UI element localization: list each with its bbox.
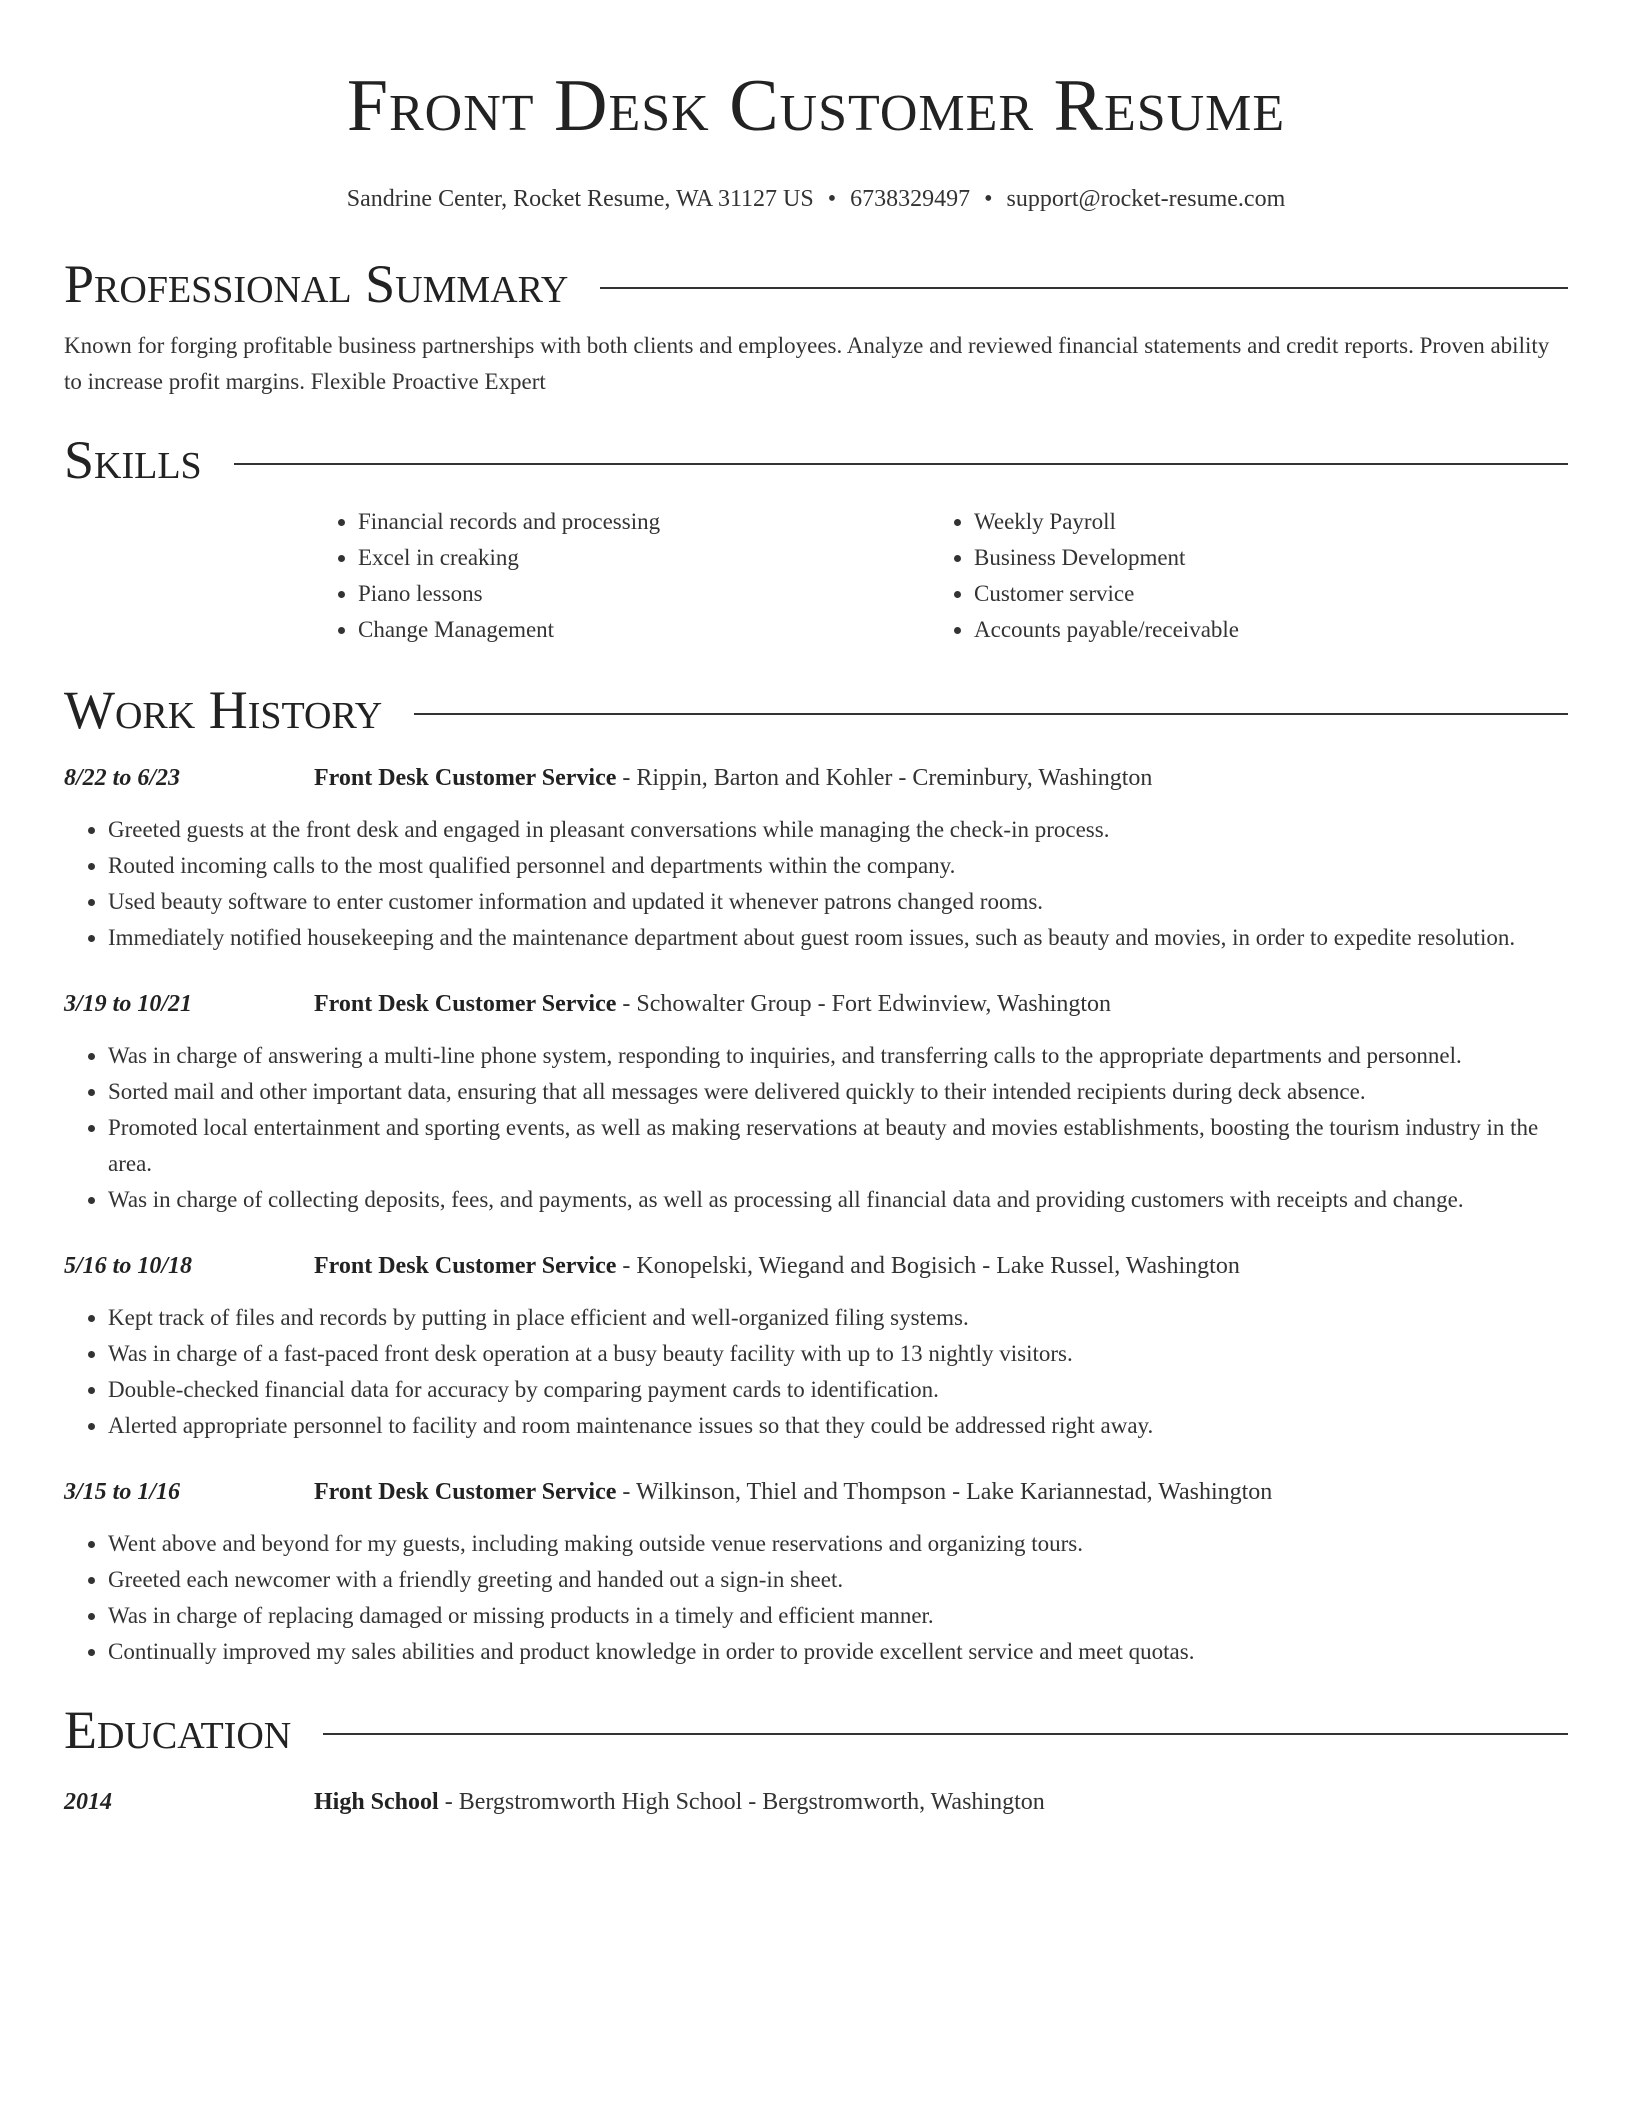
job-bullet: • Greeted guests at the front desk and engaged in pleasant conversations while managing the check-in process. [108, 812, 1568, 848]
job-header [64, 1476, 1568, 1508]
section-header-education [64, 1698, 1568, 1762]
job-bullet: • Greeted each newcomer with a friendly greeting and handed out a sign-in sheet. [108, 1562, 1568, 1598]
section-title-work: Work History [64, 680, 383, 740]
section-header-work [64, 678, 1568, 742]
job-entry [64, 762, 1568, 956]
section-divider [600, 287, 1568, 289]
skill-item: • Customer service [974, 576, 1546, 612]
job-title: Front Desk Customer Service [314, 765, 617, 791]
job-bullet: • Promoted local entertainment and sporting events, as well as making reservations at beauty and movies establishments, boosting the tourism industry in the area. [108, 1110, 1568, 1182]
job-bullet: • Used beauty software to enter customer information and updated it whenever patrons changed rooms. [108, 884, 1568, 920]
job-bullet: • Alerted appropriate personnel to facility and room maintenance issues so that they could be addressed right away. [108, 1408, 1568, 1444]
resume-title: Front Desk Customer Resume [346, 65, 1286, 147]
skill-item: • Business Development [974, 540, 1546, 576]
job-dates: 3/15 to 1/16 [64, 1479, 181, 1505]
job-title: Front Desk Customer Service [314, 1479, 617, 1505]
section-divider [234, 463, 1568, 465]
job-details: - Schowalter Group - Fort Edwinview, Washington [616, 991, 1112, 1017]
job-bullet: • Routed incoming calls to the most qualified personnel and departments within the company. [108, 848, 1568, 884]
contact-line [64, 184, 1568, 214]
education-header [64, 1786, 1568, 1818]
job-bullets [64, 1300, 1568, 1444]
summary-text: Known for forging profitable business partnerships with both clients and employees. Analyze and reviewed financial statements and credit reports. Proven ability to increase profit margins. Flexible Proactive Expert [64, 333, 1550, 394]
education-title-line [314, 1786, 1045, 1818]
job-bullet: • Double-checked financial data for accuracy by comparing payment cards to identification. [108, 1372, 1568, 1408]
section-divider [323, 1733, 1568, 1735]
section-title-education: Education [64, 1700, 292, 1760]
contact-separator: • [984, 186, 993, 212]
education-year: 2014 [64, 1789, 112, 1815]
skill-item: • Financial records and processing [358, 504, 930, 540]
job-bullet: • Continually improved my sales abilities and product knowledge in order to provide excellent service and meet quotas. [108, 1634, 1568, 1670]
job-title-line [314, 1476, 1272, 1508]
job-entry [64, 988, 1568, 1218]
skill-item: • Weekly Payroll [974, 504, 1546, 540]
job-bullet: • Sorted mail and other important data, ensuring that all messages were delivered quickly to their intended recipients during deck absence. [108, 1074, 1568, 1110]
job-header [64, 762, 1568, 794]
contact-phone: 6738329497 [850, 186, 971, 212]
section-title-summary: Professional Summary [64, 254, 569, 314]
skill-item: • Change Management [358, 612, 930, 648]
section-divider [414, 713, 1568, 715]
contact-address: Sandrine Center, Rocket Resume, WA 31127 US [346, 186, 814, 212]
job-bullets [64, 812, 1568, 956]
job-title: Front Desk Customer Service [314, 991, 617, 1017]
job-entry [64, 1476, 1568, 1670]
job-bullet: • Was in charge of replacing damaged or missing products in a timely and efficient manner. [108, 1598, 1568, 1634]
skill-item: • Accounts payable/receivable [974, 612, 1546, 648]
job-title-line [314, 762, 1152, 794]
contact-email: support@rocket-resume.com [1006, 186, 1286, 212]
skill-item: • Excel in creaking [358, 540, 930, 576]
job-bullet: • Was in charge of collecting deposits, fees, and payments, as well as processing all financial data and providing customers with receipts and change. [108, 1182, 1568, 1218]
job-bullet: • Was in charge of a fast-paced front desk operation at a busy beauty facility with up to 13 nightly visitors. [108, 1336, 1568, 1372]
job-bullet: • Was in charge of answering a multi-line phone system, responding to inquiries, and transferring calls to the appropriate departments and personnel. [108, 1038, 1568, 1074]
job-title: Front Desk Customer Service [314, 1253, 617, 1279]
skills-list [314, 504, 1568, 648]
section-header-skills [64, 428, 1568, 492]
job-dates: 5/16 to 10/18 [64, 1253, 193, 1279]
job-bullets [64, 1526, 1568, 1670]
job-dates: 8/22 to 6/23 [64, 765, 181, 791]
job-entry [64, 1250, 1568, 1444]
job-title-line [314, 988, 1111, 1020]
job-bullet: • Immediately notified housekeeping and the maintenance department about guest room issues, such as beauty and movies, in order to expedite resolution. [108, 920, 1568, 956]
education-entry [64, 1786, 1568, 1818]
job-header [64, 1250, 1568, 1282]
resume-page [64, 0, 1568, 1818]
job-details: - Rippin, Barton and Kohler - Creminbury, Washington [616, 765, 1153, 791]
job-title-line [314, 1250, 1240, 1282]
job-bullet: • Kept track of files and records by putting in place efficient and well-organized filing systems. [108, 1300, 1568, 1336]
job-details: - Konopelski, Wiegand and Bogisich - Lake Russel, Washington [616, 1253, 1240, 1279]
skills-column-right [930, 504, 1546, 648]
job-details: - Wilkinson, Thiel and Thompson - Lake Kariannestad, Washington [616, 1479, 1273, 1505]
skills-column-left [314, 504, 930, 648]
contact-separator: • [827, 186, 837, 212]
job-dates: 3/19 to 10/21 [64, 991, 193, 1017]
section-header-summary [64, 252, 1568, 316]
job-bullet: • Went above and beyond for my guests, including making outside venue reservations and organizing tours. [108, 1526, 1568, 1562]
skill-item: • Piano lessons [358, 576, 930, 612]
job-bullets [64, 1038, 1568, 1218]
education-details: - Bergstromworth High School - Bergstromworth, Washington [438, 1789, 1045, 1815]
education-degree: High School [314, 1789, 439, 1815]
job-header [64, 988, 1568, 1020]
section-title-skills: Skills [64, 430, 202, 490]
